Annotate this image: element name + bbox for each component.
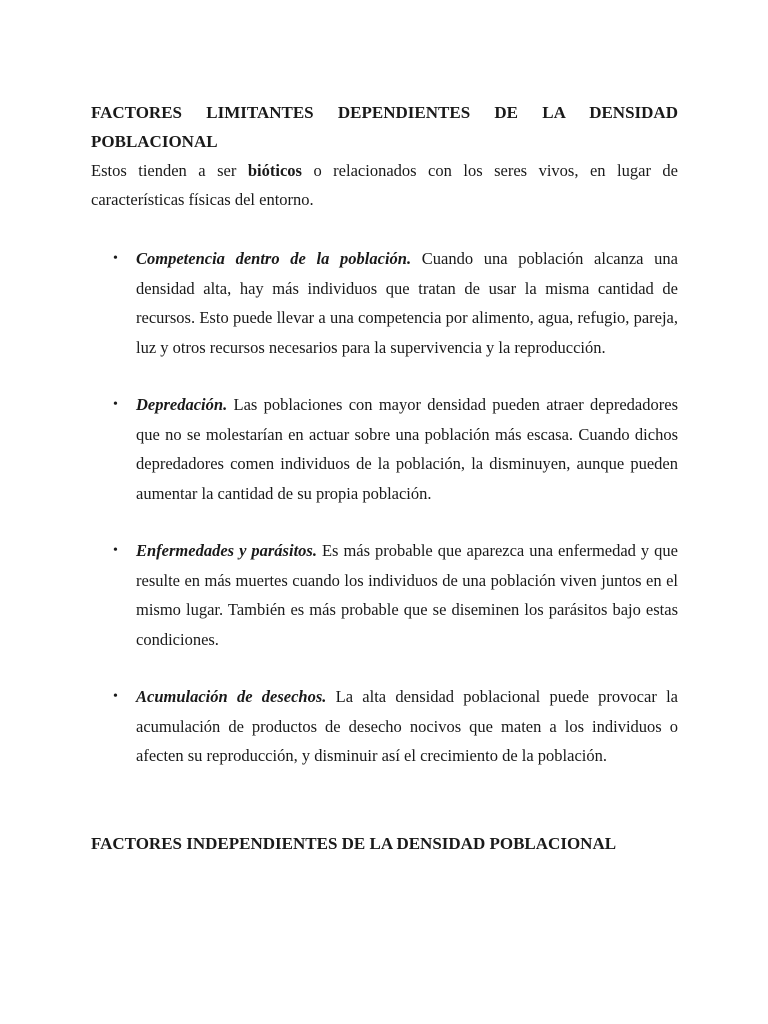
item-text: La alta densidad poblacional puede provocar la acumulación de productos de desecho nocivos que maten a los individuos o afecten su reproducción, y disminuir así el crecimiento de la población. [136,687,678,765]
intro-text-before: Estos tienden a ser [91,161,248,180]
section-heading-independent: FACTORES INDEPENDIENTES DE LA DENSIDAD POBLACIONAL [91,834,617,853]
intro-paragraph [91,156,678,214]
factor-list [91,244,678,771]
bullet-icon: • [113,543,118,558]
list-item-competition [91,244,678,362]
item-term: Depredación. [136,395,228,414]
item-term: Acumulación de desechos. [136,687,327,706]
bullet-icon: • [113,397,118,412]
intro-bold-term: bióticos [247,161,302,180]
item-text: Es más probable que aparezca una enfermedad y que resulte en más muertes cuando los individuos de una población viven juntos en el mismo lugar. También es más probable que se diseminen los parásitos bajo estas condiciones. [136,541,678,649]
list-item-waste [91,682,678,771]
item-term: Competencia dentro de la población. [136,249,412,268]
list-item-disease [91,536,678,654]
bullet-icon: • [113,689,118,704]
item-text: Las poblaciones con mayor densidad pueden atraer depredadores que no se molestarían en actuar sobre una población más escasa. Cuando dichos depredadores comen individuos de la población, la disminuyen, aunque pueden aumentar la cantidad de su propia población. [136,395,678,503]
document-page [91,98,678,853]
item-text: Cuando una población alcanza una densidad alta, hay más individuos que tratan de usar la misma cantidad de recursos. Esto puede llevar a una competencia por alimento, agua, refugio, pareja, luz y otros recursos necesarios para la supervivencia y la reproducción. [136,249,678,357]
intro-text-after: o relacionados con los seres vivos, en lugar de características físicas del entorno. [91,161,678,209]
list-item-predation [91,390,678,508]
section-heading-dependent: FACTORES LIMITANTES DEPENDIENTES DE LA DENSIDAD POBLACIONAL [91,103,678,151]
item-term: Enfermedades y parásitos. [136,541,317,560]
bullet-icon: • [113,251,118,266]
